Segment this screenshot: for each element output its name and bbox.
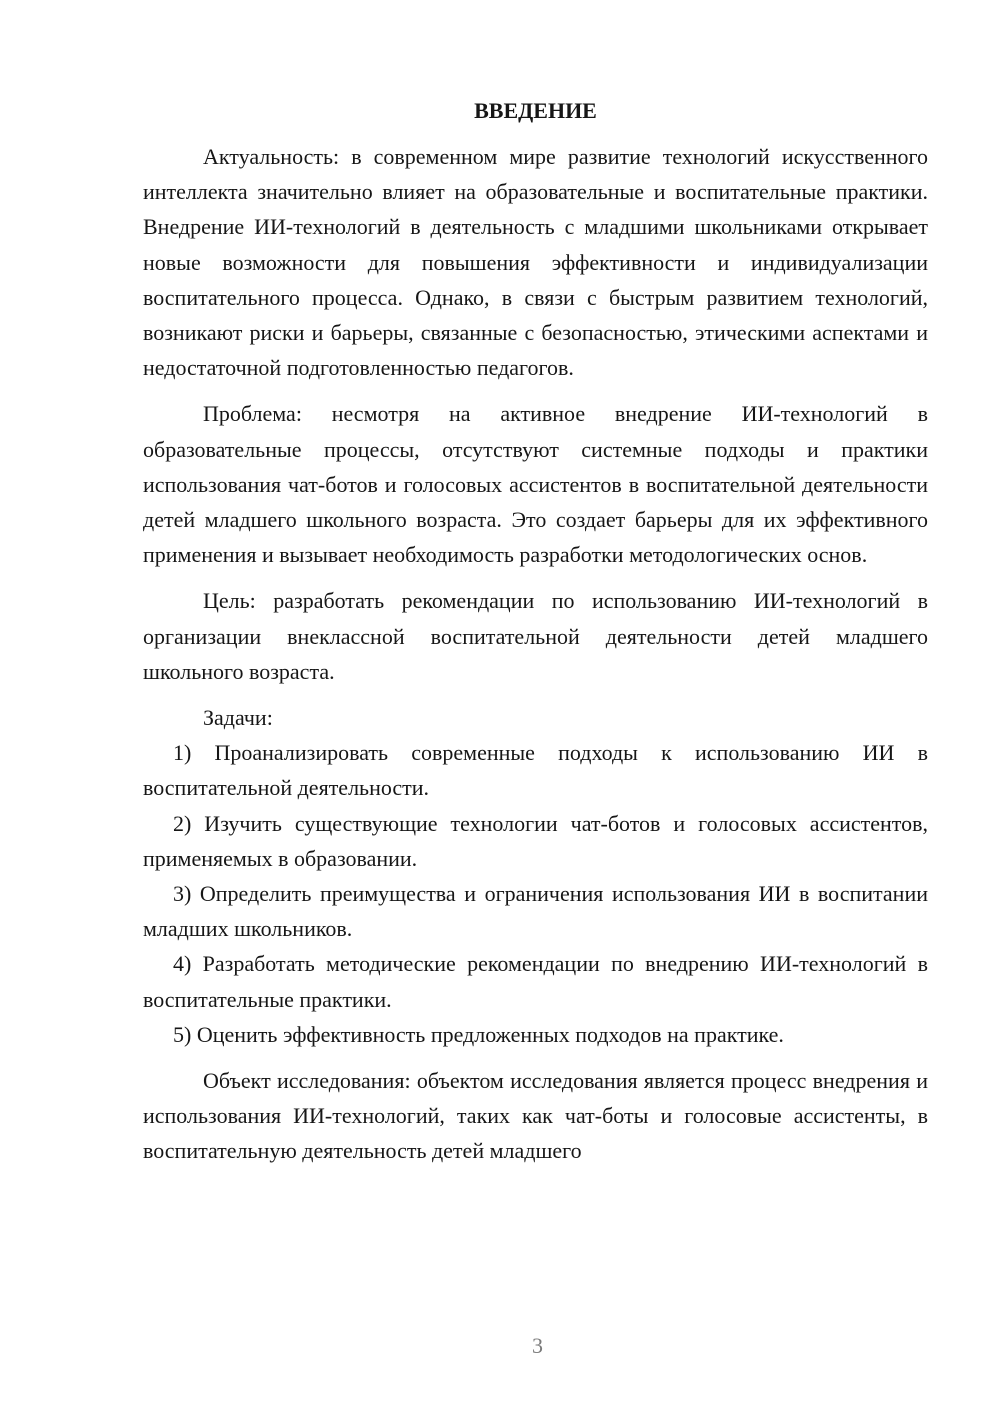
task-item: 2) Изучить существующие технологии чат-ботов и голосовых ассистентов, применяемых в образовании. [143,810,928,871]
task-item: 4) Разработать методические рекомендации по внедрению ИИ-технологий в воспитательные практики. [143,951,928,1012]
problem-paragraph: Проблема: несмотря на активное внедрение ИИ-технологий в образовательные процессы, отсутствуют системные подходы и практики использования чат-ботов и голосовых ассистентов в воспитательной деятельности детей младшего школьного возраста. Это создает барьеры для их эффективного применения и вызывает необходимость разработки методологических основ. [143,401,928,568]
page-content [143,94,928,1169]
task-item: 5) Оценить эффективность предложенных подходов на практике. [173,1021,784,1047]
tasks-heading: Задачи: [203,705,273,731]
section-heading: ВВЕДЕНИЕ [474,98,597,123]
relevance-paragraph: Актуальность: в современном мире развитие технологий искусственного интеллекта значительно влияет на образовательные и воспитательные практики. Внедрение ИИ-технологий в деятельность с младшими школьниками открывает новые возможности для повышения эффективности и индивидуализации воспитательного процесса. Однако, в связи с быстрым развитием технологий, возникают риски и барьеры, связанные с безопасностью, этическими аспектами и недостаточной подготовленностью педагогов. [143,144,928,381]
task-item: 1) Проанализировать современные подходы к использованию ИИ в воспитательной деятельности. [143,740,928,801]
goal-paragraph: Цель: разработать рекомендации по использованию ИИ-технологий в организации внеклассной воспитательной деятельности детей младшего школьного возраста. [143,588,928,684]
task-item: 3) Определить преимущества и ограничения использования ИИ в воспитании младших школьников. [143,881,928,942]
object-paragraph: Объект исследования: объектом исследования является процесс внедрения и использования ИИ-технологий, таких как чат-боты и голосовые ассистенты, в воспитательную деятельность детей младшего [143,1068,928,1164]
page-number: 3 [532,1333,543,1358]
